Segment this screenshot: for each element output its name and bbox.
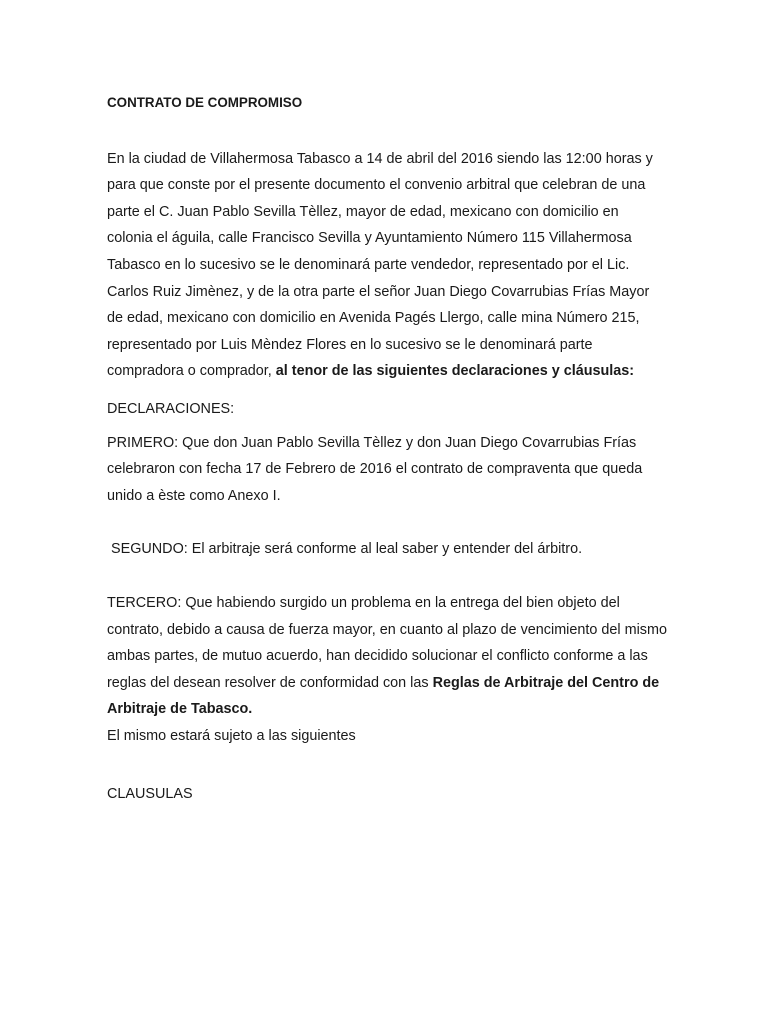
intro-bold-text: al tenor de las siguientes declaraciones y cláusulas: bbox=[275, 363, 635, 380]
segundo-paragraph: SEGUNDO: El arbitraje será conforme al leal saber y entender del árbitro. bbox=[107, 541, 583, 558]
tercero-text: TERCERO: Que habiendo surgido un problema en la entrega del bien objeto del contrato, debido a causa de fuerza mayor, en cuanto al plazo de vencimiento del mismo ambas partes, de mutuo acuerdo, han decidido solucionar el conflicto conforme a las reglas del desean resolver de conformidad con las bbox=[107, 594, 667, 691]
intro-text: En la ciudad de Villahermosa Tabasco a 14 de abril del 2016 siendo las 12:00 horas y para que conste por el presente documento el convenio arbitral que celebran de una parte el C. Juan Pablo Sevilla Tèllez, mayor de edad, mexicano con domicilio en colonia el águila, calle Francisco Sevilla y Ayuntamiento Número 115 Villahermosa Tabasco en lo sucesivo se le denominará parte vendedor, representado por el Lic. Carlos Ruiz Jimènez, y de la otra parte el señor Juan Diego Covarrubias Frías Mayor de edad, mexicano con domicilio en Avenida Pagés Llergo, calle mina Número 215, representado por Luis Mèndez Flores en lo sucesivo se le denominará parte compradora o comprador, bbox=[107, 150, 653, 380]
document-title: CONTRATO DE COMPROMISO bbox=[107, 95, 303, 110]
declaraciones-heading: DECLARACIONES: bbox=[107, 400, 235, 417]
document-body bbox=[107, 90, 667, 808]
clausulas-heading: CLAUSULAS bbox=[107, 786, 193, 803]
primero-paragraph: PRIMERO: Que don Juan Pablo Sevilla Tèllez y don Juan Diego Covarrubias Frías celebraron con fecha 17 de Febrero de 2016 el contrato de compraventa que queda unido a èste como Anexo I. bbox=[107, 434, 643, 504]
sujeto-paragraph: El mismo estará sujeto a las siguientes bbox=[107, 727, 356, 744]
tercero-paragraph bbox=[107, 590, 667, 723]
tercero-bold-text: Reglas de Arbitraje del Centro de Arbitraje de Tabasco. bbox=[107, 674, 660, 718]
intro-paragraph bbox=[107, 146, 667, 385]
